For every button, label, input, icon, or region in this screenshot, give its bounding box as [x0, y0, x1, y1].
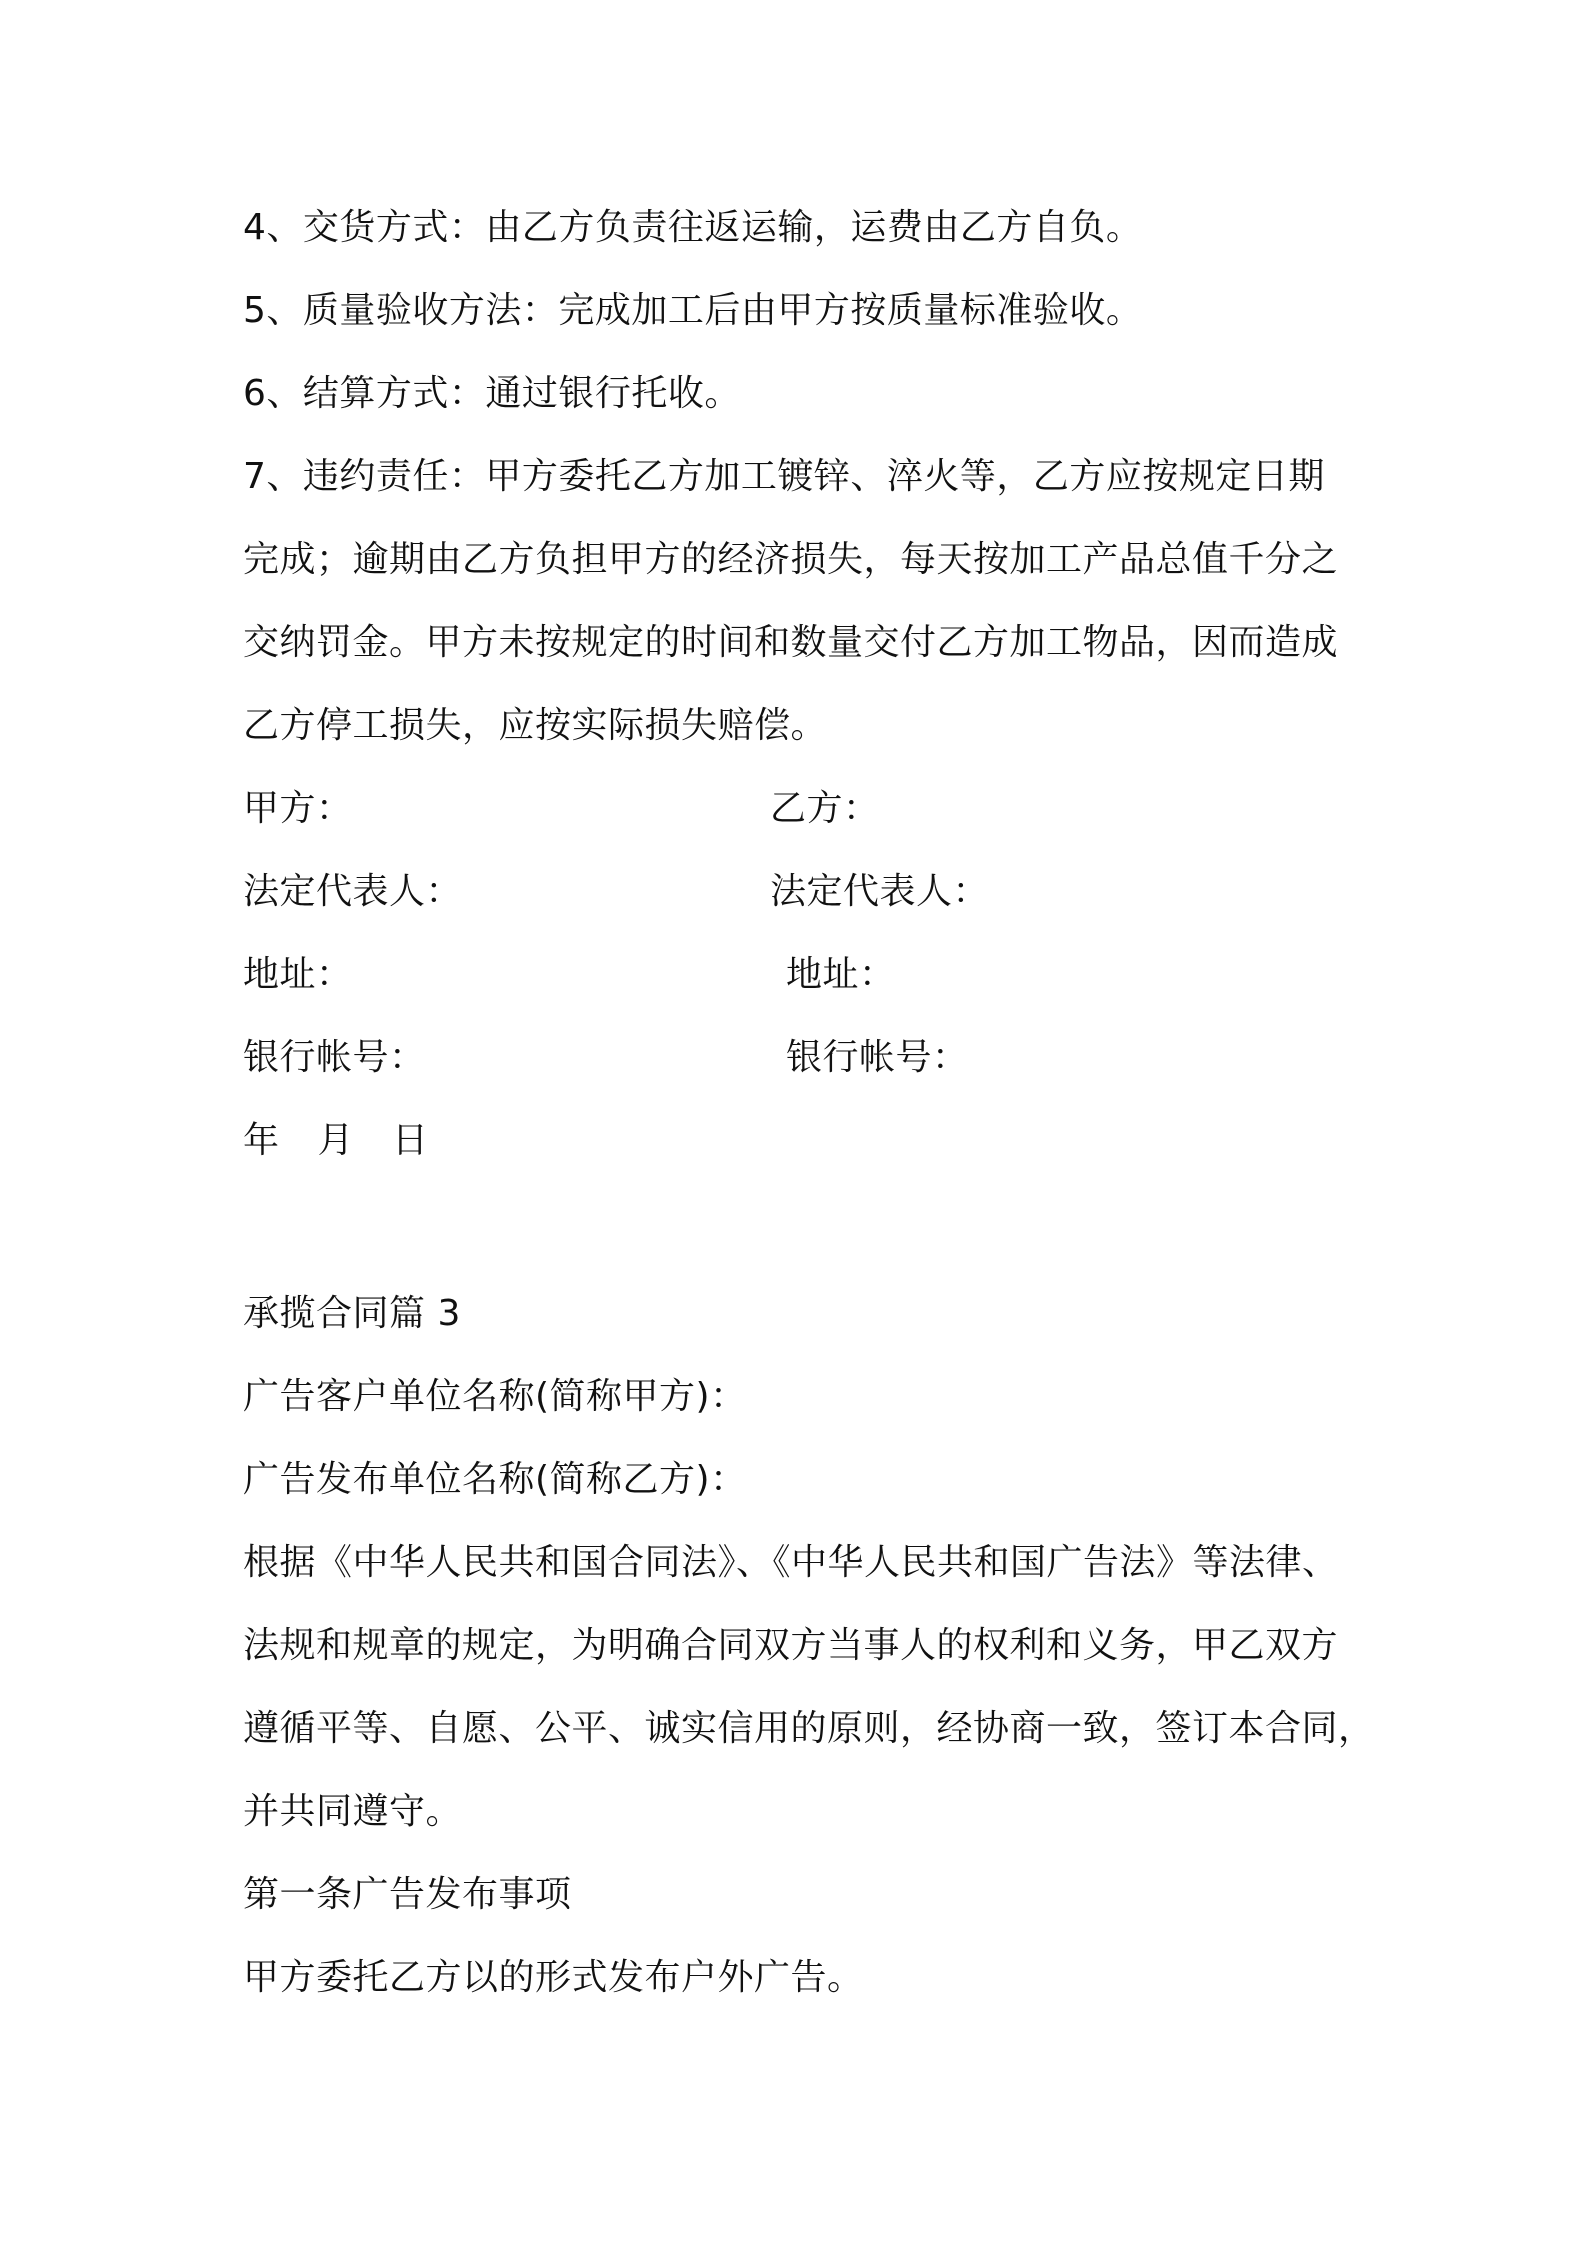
clause-5: 5、质量验收方法：完成加工后由甲方按质量标准验收。: [243, 290, 1143, 331]
article-1-heading: 第一条广告发布事项: [243, 1874, 572, 1915]
date-day: 日: [392, 1120, 429, 1161]
clause-4: 4、交货方式：由乙方负责往返运输，运费由乙方自负。: [243, 207, 1143, 248]
address-a-label: 地址：: [243, 954, 353, 995]
representative-b-label: 法定代表人：: [770, 871, 990, 912]
clause-7-line-3: 交纳罚金。甲方未按规定的时间和数量交付乙方加工物品，因而造成: [243, 622, 1339, 663]
clause-7-line-4: 乙方停工损失，应按实际损失赔偿。: [243, 705, 828, 746]
party-b-label: 乙方：: [770, 788, 880, 829]
date-month: 月: [317, 1120, 355, 1161]
preamble-line-3: 遵循平等、自愿、公平、诚实信用的原则，经协商一致，签订本合同，: [243, 1708, 1375, 1749]
clause-7-line-2: 完成；逾期由乙方负担甲方的经济损失，每天按加工产品总值千分之: [243, 539, 1339, 580]
address-b-label: 地址：: [786, 954, 896, 995]
preamble-line-2: 法规和规章的规定，为明确合同双方当事人的权利和义务，甲乙双方: [243, 1625, 1339, 1666]
preamble-line-4: 并共同遵守。: [243, 1791, 463, 1832]
date-year: 年: [243, 1120, 280, 1161]
representative-a-label: 法定代表人：: [243, 871, 463, 912]
bank-account-a-label: 银行帐号：: [243, 1037, 426, 1078]
party-a-label: 甲方：: [243, 788, 353, 829]
contract-3-title: 承揽合同篇 3: [243, 1293, 461, 1334]
date-line: [243, 1117, 429, 1165]
clause-6: 6、结算方式：通过银行托收。: [243, 373, 741, 414]
article-1-text: 甲方委托乙方以的形式发布户外广告。: [243, 1957, 864, 1998]
clause-7-line-1: 7、违约责任：甲方委托乙方加工镀锌、淬火等，乙方应按规定日期: [243, 456, 1325, 497]
publisher-unit-name: 广告发布单位名称(简称乙方)：: [243, 1459, 747, 1500]
preamble-line-1: 根据《中华人民共和国合同法》、《中华人民共和国广告法》等法律、: [243, 1542, 1339, 1583]
bank-account-b-label: 银行帐号：: [786, 1037, 969, 1078]
client-unit-name: 广告客户单位名称(简称甲方)：: [243, 1376, 747, 1417]
